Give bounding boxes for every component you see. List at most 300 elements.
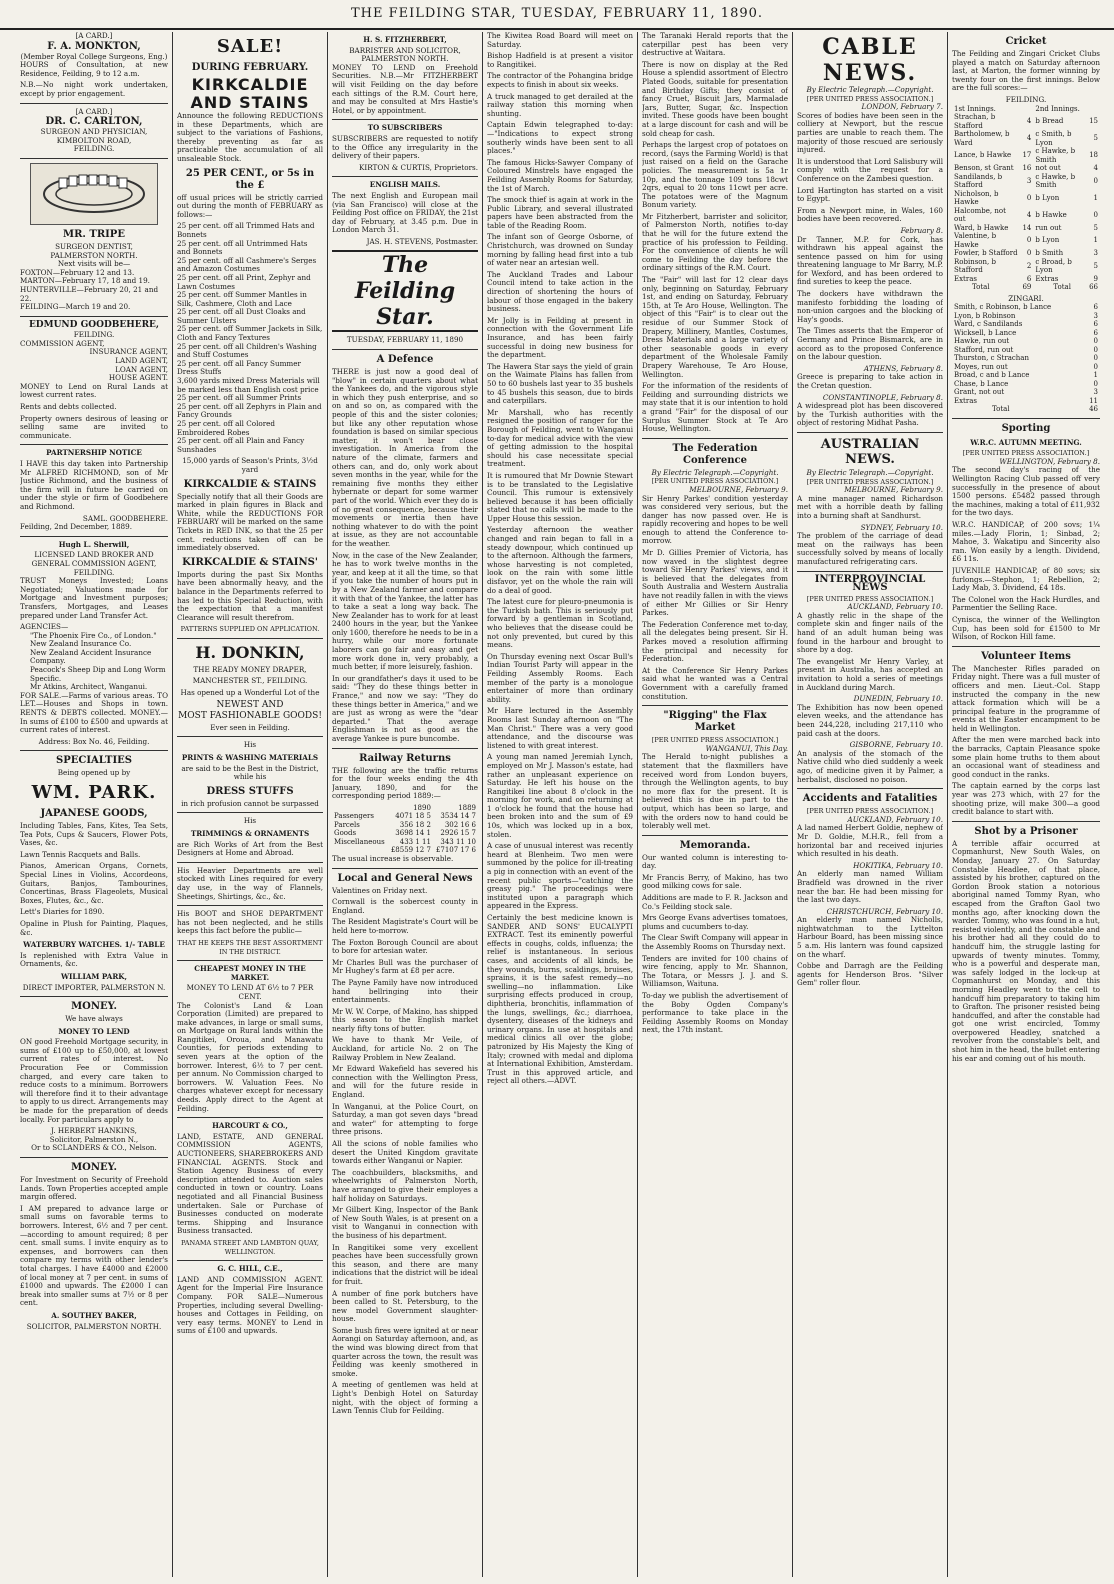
australian-byline: By Electric Telegraph.—Copyright. [806, 467, 934, 477]
carlton-town: FEILDING. [73, 144, 115, 154]
table-cell: b Smith [1035, 249, 1064, 258]
reduction-item: 25 per cent. off all Children's Washing and Stuff Costumes [177, 341, 317, 360]
cricket-heading: Cricket [1005, 36, 1047, 47]
carlton-name: DR. C. CARLTON, [45, 116, 143, 128]
cheapest-money-heading: CHEAPEST MONEY IN THE MARKET. [194, 964, 306, 982]
divider [177, 960, 323, 961]
table-cell: 0 [1026, 236, 1032, 245]
table-row [952, 397, 1100, 406]
mails-signature: JAS. H. STEVENS, Postmaster. [366, 236, 478, 246]
table-row [332, 829, 478, 838]
table-cell: Stafford, run out [954, 345, 1014, 354]
federation-heading: The Federation Conference [672, 442, 758, 466]
wrc-item: W.R.C. HANDICAP, of 200 sovs; 1¼ miles.—Lady Florin, 1; Sinbad, 2; Mahoe, 3. Wakatipu and Sincerity also ran. Won easily by a length. Dividend, £6 11s. [952, 520, 1100, 564]
table-cell: 4 [1026, 134, 1032, 143]
divider [642, 438, 788, 439]
wrc-item: JUVENILE HANDICAP, of 80 sovs; six furlongs.—Stephon, 1; Rebellion, 2; Lady Mab, 3. Dividend, £4 18s. [952, 565, 1100, 593]
interprovincial-dateline: DUNEDIN, February 10. [853, 694, 943, 704]
dentures-icon [39, 170, 149, 218]
news-item: The Kiwitea Road Board will meet on Saturday. [487, 32, 633, 49]
reduction-item: 25 per cent. off all Summer Prints [177, 393, 302, 403]
table-cell: Sandilands, b Stafford [954, 172, 1003, 190]
table-cell: b Bread [1035, 117, 1064, 126]
table-cell: £8559 12 7 [390, 846, 431, 855]
table-cell: 356 18 2 [399, 820, 431, 829]
baker-text: I AM prepared to advance large or small sums on favorable terms to borrowers. Interest, 6½ and 7 per cent.—according to amount required; 8 per cent. small sums. I invite enquiry as to expenses, and borrowers can then compare my terms with other lender's total charges. I have £4000 and £2000 of local money at 7 per cent. in sums of £1000 and upwards. The £2000 I can break into smaller sums at 7½ or 8 per cent. [20, 1203, 168, 1308]
reduction-item: 25 per cent. off all Dust Cloaks and Summer Ulsters [177, 307, 306, 325]
memo-item: Mr Francis Berry, of Makino, has two good milking cows for sale. [642, 872, 788, 891]
table-cell: 5 [1093, 223, 1098, 232]
japanese-goods-heading: JAPANESE GOODS, [40, 808, 148, 819]
table-cell: 18 [1089, 151, 1098, 160]
table-row [952, 283, 1100, 292]
goodbehere-line: HOUSE AGENT. [108, 373, 168, 383]
defence-paragraph: Now, in the case of the New Zealander, he has to work twelve months in the year, and keep at it all the time, so that if you take the number of hours put in by a New Zealand farmer and compare it with that of the Yankee, the latter has to take a seat a long way back. The New Zealander has to work for at least 2400 hours in the year, but the Yankee only 1600, therefore he needs to be in a hurry, while our more fortunate laborers can go fair and easy and get more work done in, very probably, a much better, if more leisurely, fashion. [332, 550, 478, 672]
table-row [952, 207, 1100, 224]
news-item: There is now on display at the Red House a splendid assortment of Electro Plated Goods, suitable for presentation and Birthday Gifts; they consist of fancy Cruet, Biscuit Jars, Marmalade Jars, Butter, Sugar, &c. Inspection invited. These goods have been bought at a large discount for cash and will be sold cheap for cash. [642, 59, 788, 138]
subscribers-heading: TO SUBSCRIBERS [367, 123, 443, 133]
newspaper-flag: The Feilding Star. [332, 250, 478, 332]
table-cell: 0 [1093, 362, 1098, 371]
cable-item: Dr Tanner, M.P. for Cork, has withdrawn his appeal against the sentence passed on him for using threatening language to Mr Barry, M.P. for Wexford, and has been ordered to find sureties to keep the peace. [797, 234, 943, 287]
card-label: [A CARD.] [75, 106, 113, 116]
table-cell: 3 [1093, 388, 1098, 397]
cable-item: The dockers have withdrawn the manifesto forbidding the loading of non-union cargoes and the blocking of Hay's goods. [797, 289, 943, 324]
table-cell: 0 [1026, 193, 1032, 202]
goodbehere-line: INSURANCE AGENT, [89, 347, 168, 357]
news-item: A number of fine pork butchers have been called to St. Petersburg, to the new model Government slaughter-house. [332, 1288, 478, 1324]
table-row [952, 337, 1100, 346]
table-cell: Miscellaneous [334, 837, 385, 846]
zingari-scorecard [952, 303, 1100, 414]
column-rule [327, 32, 328, 1577]
table-cell: 1st Innings. [954, 104, 996, 113]
mails-heading: ENGLISH MAILS. [369, 180, 441, 190]
divider [177, 812, 323, 813]
accidents-dateline: CHRISTCHURCH, February 10. [826, 906, 943, 916]
divider [20, 316, 168, 317]
reduction-item: 25 per cent. off all Cashmere's Serges and Amazon Costumes [177, 255, 317, 274]
tripe-visit-line: Next visits will be— [57, 259, 131, 269]
table-cell: 16 [1022, 164, 1032, 173]
cable-byline: By Electric Telegraph.—Copyright. [806, 85, 934, 94]
column-5 [642, 32, 788, 1577]
shot-text: A terrible affair occurred at Copmanhurst, New South Wales, on Monday, January 27. On Saturday Constable Headlee, of that place, assisted by his brother, captured on the Gordon Brook station a notorious aboriginal named Tommy Ryan, who escaped from the Grafton Gaol two months ago, after knocking down the warder. Tommy, who was found in a hut, resisted violently, and the constable and his brother had all they could do to handcuff him, the struggle lasting for upwards of twenty minutes. Tommy, who is a powerful and desperate man, was safely lodged in the lock-up at Copmanhurst on Monday, and this morning Headley went to the cell to handcuff him preparatory to taking him to Grafton. The prisoner resisted being handcuffed, and after the constable had got one wrist encircled, Tommy overpowered Headley, snatched a revolver from the constable's belt, and shot him in the head, the bullet entering his ear and coming out of his mouth. [952, 838, 1100, 1063]
table-cell: 4 [1026, 210, 1032, 219]
column-rule [482, 32, 483, 1577]
accidents-dateline: AUCKLAND, February 10. [847, 814, 943, 824]
reduction-item: 25 per cent. off all Colored Embroidered Robes [177, 419, 275, 437]
news-item: Cornwall is the sobercest county in England. [332, 897, 478, 915]
table-cell: 1890 [413, 803, 431, 812]
donkin-trimmings: TRIMMINGS & ORNAMENTS [190, 829, 310, 838]
tripe-visit-line: FOXTON—February 12 and 13. [20, 267, 135, 277]
donkin-prints: DRESS STUFFS [206, 785, 294, 797]
accidents-item: Cobbe and Darragh are the Feilding agents for Henderson Bros. "Silver Gem" roller flour. [797, 961, 943, 988]
cable-item: A widespread plot has been discovered by the Turkish authorities with the object of restoring Midhat Pasha. [797, 401, 943, 428]
federation-paragraph: Mr D. Gillies Premier of Victoria, has now waved in the slightest degree toward Sir Henry Parkes' views, and it is believed that the delegates from South Australia and Western Australia have not readily fallen in with the views of either Mr Gillies or Sir Henry Parkes. [642, 548, 788, 618]
table-cell: 5 [1093, 134, 1098, 143]
news-item: The infant son of George Osborne, of Christchurch, was drowned on Sunday morning by falling head first into a tub of water near an artesian well. [487, 232, 633, 268]
railway-note: The usual increase is observable. [332, 853, 454, 863]
table-row [952, 173, 1100, 190]
table-cell: 0 [1093, 210, 1098, 219]
divider [177, 736, 323, 737]
memo-item: To-day we publish the advertisement of the Boby Ogden Company's performance to take place in the Feilding Assembly Rooms on Monday next, the 17th instant. [642, 991, 788, 1035]
table-row [952, 380, 1100, 389]
advertisement-item: Certainly the best medicine known is SANDER AND SONS' EUCALYPTI EXTRACT. Test its eminently powerful effects in coughs, colds, influenza; the relief is instantaneous. In serious cases, and accidents of all kinds, be they wounds, burns, scaldings, bruises, sprains, it is the safest remedy—no swelling—no inflammation. Like surprising effects produced in croup, diphtheria, bronchitis, inflammation of the lungs, swellings, &c.; diarrhoea, dysentery, diseases of the kidneys and urinary organs. In use at hospitals and medical clinics all over the globe; patronized by His Majesty the King of Italy; crowned with medal and diploma at International Exhibition, Amsterdam. Trust in this approved article, and reject all others.—ADVT. [487, 913, 633, 1086]
news-item: The contractor of the Pohangina bridge expects to finish in about six weeks. [487, 71, 633, 89]
season-prints: 15,000 yards of Season's Prints, 3½d yard [182, 456, 318, 474]
news-item: Perhaps the largest crop of potatoes on record, (says the Farming World) is that just raised on a field on the Garache policies. The measurement is 5a 1r 10p, and the tonnage 109 tons 18cwt 2qrs, equal to 20 tons 11cwt per acre. The potatoes were of the Magnum Bonum variety. [642, 140, 788, 210]
cable-item: From a Newport mine, in Wales, 160 bodies have been recovered. [797, 205, 943, 224]
table-row [952, 371, 1100, 380]
table-cell: 46 [1089, 405, 1098, 414]
divider [177, 905, 323, 906]
agency-item: New Zealand Insurance Co. [30, 639, 132, 649]
table-row [952, 224, 1100, 233]
carlton-card [20, 108, 168, 154]
table-cell: 0 [1093, 345, 1098, 354]
shot-heading: Shot by a Prisoner [974, 825, 1078, 837]
money-signature: J. HERBERT HANKINS, [51, 1126, 137, 1136]
column-rule [172, 32, 173, 1577]
news-item: The Payne Family have now introduced hand bellringing into their entertainments. [332, 977, 478, 1005]
column-6 [797, 32, 943, 1577]
table-cell: 6 [1026, 274, 1032, 283]
masthead: THE FEILDING STAR, TUESDAY, FEBRUARY 11, 1890. [0, 0, 1114, 30]
table-row [952, 312, 1100, 321]
cable-item: Scores of bodies have been seen in the colliery at Newport, but the rescue parties are unable to reach them. The majority of those rescued are seriously injured. [797, 110, 943, 155]
agency-item: Peacock's Sheep Dip and Long Worm Specific. [30, 665, 166, 683]
accidents-item: A lad named Herbert Goldie, nephew of Mr D. Goldie, M.H.R., fell from a horizontal bar and received injuries which resulted in his death. [797, 823, 943, 859]
divider [797, 788, 943, 789]
table-row [332, 838, 478, 847]
news-item: Mr Hare lectured in the Assembly Rooms last Sunday afternoon on "The Man Christ." There was a very good attendance, and the discourse was listened to with great interest. [487, 706, 633, 750]
kirkcaldie-intro: Announce the following REDUCTIONS in these Departments, which are subject to the variations of Fashions, thereby preventing as far as practicable the accumulation of all unsaleable Stock. [177, 111, 323, 163]
news-item: Captain Edwin telegraphed to-day:—"Indications to expect strong southerly winds have been sent to all places." [487, 120, 633, 156]
interprovincial-item: A ghastly relic in the shape of the complete skin and finger nails of the hand of an adult human being was found in the harbour and brought to shore by a dog. [797, 610, 943, 655]
wrc-item: Cyniscа, the winner of the Wellington Cup, has been sold for £1500 to Mr Wilson, of Rockon Hill fame. [952, 614, 1100, 642]
news-item: Bishop Hadfield is at present a visitor to Rangitikei. [487, 51, 633, 69]
divider [177, 1260, 323, 1261]
interprovincial-dateline: GISBORNE, February 10. [849, 740, 943, 750]
cheapest-money-sub: MONEY TO LEND AT 6½ to 7 PER CENT. [186, 983, 314, 1001]
table-cell: b Hawke [1035, 210, 1067, 219]
hill-name: G. C. HILL, C.E., [217, 1264, 283, 1274]
table-cell: 2926 15 7 [440, 829, 476, 838]
column-rule [637, 32, 638, 1577]
accidents-item: An elderly man named Nicholls, nightwatchman to the Lyttelton Harbour Board, has been missing since 5 a.m. His lantern was found capsized on the wharf. [797, 915, 943, 959]
news-item: The latest cure for pleuro-pneumonia is the Turkish bath. This is seriously put forward by a gentleman in Scotland, who believes that the disease could be not only prevented, but cured by this means. [487, 597, 633, 650]
table-cell: Lyon, b Robinson [954, 311, 1016, 320]
table-row [952, 329, 1100, 338]
baker-signature: A. SOUTHEY BAKER, [51, 1310, 137, 1320]
defence-paragraph: THERE is just now a good deal of "blow" in certain quarters about what the Yankees do, and the vigorous style in which they push enterprise, and so on and so on, as compared with the people of this and the sister colonies; but like any other reputation whose foundation is based on similar specious matter, it won't bear close investigation. In America from the nature of the climate, farmers and others can, and do, only work about seven months in the year, while for the remaining five months they either hybernate or depart for some warmer part of the world. Which ever they do is of no great consequence, because their movements or inertia then have nothing whatever to do with the point at issue, as they are not accountable for the weather. [332, 367, 478, 548]
interprovincial-item: The Exhibition has now been opened eleven weeks, and the attendance has been 244,228, including 217,110 who paid cash at the doors. [797, 702, 943, 738]
interprovincial-dateline: AUCKLAND, February 10. [847, 602, 943, 612]
flax-heading: "Rigging" the Flax Market [663, 710, 767, 734]
zingari-team-label: ZINGARI. [1008, 293, 1044, 303]
table-cell: Wicksell, b Lance [954, 328, 1017, 337]
news-item: The Taranaki Herald reports that the caterpillar pest has been very destructive at Waitara. [642, 32, 788, 58]
table-cell: Broad, c and b Lance [954, 371, 1030, 380]
table-cell: c Broad, b Lyon [1035, 257, 1072, 275]
column-3 [332, 32, 478, 1577]
divider [177, 1117, 323, 1118]
cable-item: It is understood that Lord Salisbury will comply with the request for a Conference on the Zambesi question. [797, 156, 943, 183]
table-cell: 0 [1093, 337, 1098, 346]
monkton-name: F. A. MONKTON, [47, 40, 141, 52]
column-4 [487, 32, 633, 1577]
fitzherbert-name: H. S. FITZHERBERT, [363, 35, 447, 44]
table-row [952, 190, 1100, 207]
news-item: It is rumoured that Mr Downie Stewart is to be translated to the Legislative Council. This rumour is extensively believed because it has been officially stated that no calls will be made to the Upper House this session. [487, 470, 633, 523]
monkton-hours: HOURS of Consultation, at new Residence, Feilding, 9 to 12 a.m. [20, 60, 168, 78]
table-cell: 14 [1022, 223, 1032, 232]
subscribers-signature: KIRTON & CURTIS, Proprietors. [359, 162, 478, 172]
flax-agency: [PER UNITED PRESS ASSOCIATION.] [651, 736, 779, 745]
news-item: We have to thank Mr Veile, of Auckland, for article No. 2 on The Railway Problem in New Zealand. [332, 1035, 478, 1062]
table-cell: Thurston, c Strachan [954, 354, 1029, 363]
table-cell: 4071 18 5 [395, 812, 431, 821]
news-item: Mr Charles Bull was the purchaser of Mr Hughey's farm at £8 per acre. [332, 957, 478, 976]
fitzherbert-title: BARRISTER AND SOLICITOR, [349, 45, 461, 55]
table-cell: Benson, st Grant [954, 164, 1014, 173]
monkton-note: N.B.—No night work undertaken, except by prior engagement. [20, 80, 168, 98]
carlton-road: KIMBOLTON ROAD, [56, 135, 132, 145]
editorial-dateline: TUESDAY, FEBRUARY 11, 1890 [346, 335, 464, 345]
railway-text: THE following are the traffic returns for the four weeks ending the 4th January, 1890, and for the corresponding period 1889:— [332, 765, 478, 801]
partnership-text: I HAVE this day taken into Partnership Mr ALFRED RICHMOND, son of Mr Justice Richmond, and the business of the firm will in future be carried on under the style or firm of Goodbehere and Richmond. [20, 459, 168, 511]
table-cell: 302 16 6 [444, 820, 476, 829]
divider [797, 432, 943, 433]
park-line: Pianos, American Organs, Cornets, Special Lines in Violins, Accordeons, Guitars, Banjos, Tambourines, Concertinas, Brass Flageolets, Musical Boxes, Flutes, &c., &c. [20, 861, 168, 905]
table-cell: 6 [1093, 320, 1098, 329]
news-item: For the information of the residents of Feilding and surrounding districts we may state that it is our intention to hold a grand "Fair" for the disposal of our Surplus Summer Stock at Te Aro House, Wellington. [642, 381, 788, 434]
wrc-item: The second day's racing of the Wellington Racing Club passed off very successfully in the presence of about 1500 persons. £5482 passed through the machines, making a total of £11,932 for the two days. [952, 465, 1100, 518]
australian-dateline: MELBOURNE, February 9. [844, 485, 943, 495]
donkin-name: H. DONKIN, [195, 642, 305, 662]
partnership-date: Feilding, 2nd December, 1889. [20, 522, 132, 532]
table-row [952, 320, 1100, 329]
park-line: Opaline in Plush for Painting, Plaques, &c. [20, 918, 168, 937]
donkin-prints: in rich profusion cannot be surpassed [181, 798, 319, 808]
harcourt-name: HARCOURT & CO., [212, 1121, 288, 1131]
sherwill-line: LICENSED LAND BROKER AND [34, 550, 154, 560]
news-item: Some bush fires were ignited at or near Aorangi on Saturday afternoon, and, as the wind was blowing direct from that quarter across the town, the result was Feilding was keenly smothered in smoke. [332, 1325, 478, 1378]
reduction-item: 25 per cent. off all Trimmed Hats and Bonnets [177, 221, 315, 239]
goodbehere-line: FEILDING. [73, 330, 115, 340]
kirkcaldie-heading: KIRKCALDIE & STAINS' [182, 556, 318, 568]
table-cell: Parcels [334, 820, 360, 829]
donkin-trimmings: are Rich Works of Art from the Best Designers at Home and Abroad. [177, 839, 323, 858]
table-cell: Bartholomew, b Ward [954, 130, 1010, 147]
news-item: In Wanganui, at the Police Court, on Saturday, a man got seven days "bread and water" for attempting to forge three prisons. [332, 1101, 478, 1137]
table-cell: c Smith, b Lyon [1035, 130, 1072, 147]
table-row [952, 249, 1100, 258]
table-cell: run out [1035, 223, 1062, 232]
table-cell: Total [992, 405, 1010, 414]
table-cell: 0 [1093, 379, 1098, 388]
table-row [952, 164, 1100, 173]
sherwill-sale-text: FOR SALE.—Farms of various areas. TO LET.—Houses and Shops in town. RENTS & DEBTS collected. MONEY.—In sums of £100 to £500 and upwards at current rates of interest. [20, 690, 168, 735]
interprovincial-item: The evangelist Mr Henry Varley, at present in Australia, has accepted an invitation to hold a series of meetings in Auckland during March. [797, 656, 943, 692]
table-row [952, 346, 1100, 355]
news-item: The coachbuilders, blacksmiths, and wheelwrights of Palmerston North, have arranged to give their employes a half holiday on Saturdays. [332, 1167, 478, 1203]
interprovincial-agency: [PER UNITED PRESS ASSOCIATION.] [806, 594, 934, 603]
table-cell: b Lyon [1035, 236, 1060, 245]
interprovincial-heading: INTERPROVINCIAL NEWS [814, 573, 926, 594]
accidents-item: An elderly man named William Bradfield was drowned in the river near the bar. He had been missing for the last two days. [797, 869, 943, 905]
volunteer-item: The Manchester Rifles paraded on Friday night. There was a full muster of officers and men. Lieut.-Col. Stapp instructed the company in the new attack formation which will be a principal feature in the programme of events at the Easter encampment to be held in Wellington. [952, 663, 1100, 733]
park-signature: WILLIAM PARK, [60, 971, 128, 981]
volunteer-heading: Volunteer Items [981, 650, 1071, 662]
table-cell: 2 [1026, 261, 1032, 270]
news-item: A case of unusual interest was recently heard at Blenheim. Two men were summoned by the police for ill-treating a pig in connection with an event of the recent public sports—"catching the greasy pig." The proceedings were instituted upon a paragraph which appeared in the Express. [487, 841, 633, 911]
table-cell: Extras [954, 274, 977, 283]
monkton-card [20, 32, 168, 61]
goodbehere-name: EDMUND GOODBEHERE, [28, 319, 160, 330]
table-cell: 1889 [458, 803, 476, 812]
memo-item: Tenders are invited for 100 chains of wire fencing, apply to Mr. Shannon, The Totara, or Messrs J. J. and S. Williamson, Waituna. [642, 953, 788, 989]
goodbehere-line: LOAN AGENT, [115, 364, 168, 374]
reduction-item: 25 per cent. off all Print, Zephyr and Lawn Costumes [177, 272, 311, 291]
goodbehere-line: LAND AGENT, [115, 356, 168, 366]
card-label: [A CARD.] [75, 32, 113, 40]
reduction-item: 25 per cent. off all Untrimmed Hats and Bonnets [177, 238, 308, 257]
table-cell: 4 [1026, 117, 1032, 126]
flax-dateline: WANGANUI, This Day. [705, 743, 788, 753]
table-cell: Strachan, b Stafford [954, 113, 996, 130]
money-signature: Solicitor, Palmerston N., [49, 1134, 139, 1144]
table-row [952, 388, 1100, 397]
column-1 [20, 32, 168, 1577]
table-cell: Extras [1035, 274, 1059, 283]
donkin-line: MOST FASHIONABLE GOODS! [178, 711, 322, 722]
divider [20, 444, 168, 445]
table-row [952, 363, 1100, 372]
news-item: The Foxton Borough Council are about to bore for artesian water. [332, 937, 478, 956]
memo-item: The Clear Swift Company will appear in the Assembly Rooms on Thursday next. [642, 933, 788, 952]
news-item: Mr Gilbert King, Inspector of the Bank of New South Wales, is at present on a visit to Wanganui in connection with the business of his department. [332, 1205, 478, 1240]
news-item: The Hawera Star says the yield of grain on the Waimate Plains has fallen from 50 to 60 bushels last year to 35 bushels to 45 bushels this season, due to birds and caterpillars. [487, 361, 633, 406]
cable-item: The Times asserts that the Emperor of Germany and Prince Bismarck, are in accord as to the proposed Conference on the labour question. [797, 326, 943, 362]
table-cell: 3 [1093, 311, 1098, 320]
opened-by-line: Being opened up by [57, 768, 131, 778]
kirkcaldie-text: Imports during the past Six Months have been abnormally heavy, and the balance in the Departments referred to has led to this Special Reduction, with the expectation that a manifest Clearance will result therefrom. [177, 569, 323, 622]
table-cell: £7107 17 6 [435, 846, 476, 855]
table-row [332, 804, 478, 813]
divider [952, 646, 1100, 647]
table-cell: Ward, b Hawke [954, 223, 1009, 232]
column-rule [947, 32, 948, 1577]
sale-subheading: DURING FEBRUARY. [191, 62, 309, 73]
federation-agency: [PER UNITED PRESS ASSOCIATION.] [651, 477, 779, 486]
interprovincial-item: An analysis of the stomach of the Native child who died suddenly a week ago, of medicine given it by Palmer, a herbalist, disclosed no poison. [797, 748, 943, 784]
table-cell: Nicholson, b Hawke [954, 189, 999, 207]
australian-item: A mine manager named Richardson met with a horrible death by falling into a burning shaft at Sandhurst. [797, 493, 943, 520]
table-cell: 2nd Innings. [1035, 104, 1080, 113]
table-cell: 1 [1093, 371, 1098, 380]
column-7 [952, 32, 1100, 1577]
divider [332, 119, 478, 120]
park-line: Lawn Tennis Racquets and Balls. [20, 849, 141, 859]
money2-text: For Investment on Security of Freehold Lands. Town Properties accepted ample margin offered. [20, 1175, 168, 1202]
tripe-name: MR. TRIPE [63, 228, 125, 240]
park-line: Lett's Diaries for 1890. [20, 907, 105, 917]
table-cell: 343 11 10 [440, 837, 476, 846]
park-signature-title: DIRECT IMPORTER, PALMERSTON N. [22, 982, 166, 992]
table-cell: 9 [1093, 274, 1098, 283]
australian-item: The problem of the carriage of dead meat on the railways has been successfully solved by means of locally manufactured refrigerating cars. [797, 531, 943, 566]
divider [332, 868, 478, 869]
divider [20, 750, 168, 751]
donkin-prints: are said to be the Best in the District, while his [181, 763, 319, 782]
divider [20, 103, 168, 104]
money-line: MONEY TO LEND [58, 1026, 130, 1036]
table-cell: 17 [1022, 151, 1032, 160]
table-cell: 0 [1093, 354, 1098, 363]
defence-paragraph: In our grandfather's days it used to be said: "They do these things better in France," and now we say: "They do these things better in America," and we are just as wrong as were the "dear departed." That the average Englishman is not as good as the average Yankee is pure buncombe. [332, 673, 478, 743]
money-text: ON good Freehold Mortgage security, in sums of £100 up to £50,000, at lowest current rates of interest. No Procuration Fee or Commission charged, and every care taken to reduce costs to a minimum. Borrowers will therefore find it to their advantage to apply to us direct. Arrangements may be made for the preparation of deeds locally. For particulars apply to [20, 1037, 168, 1124]
reduction-item: 25 per cent. off all Plain and Fancy Sunshades [177, 436, 305, 454]
specialties-heading: SPECIALTIES [56, 755, 132, 767]
wrc-item: The Colonel won the Hack Hurdles, and Parmentier the Selling Race. [952, 594, 1100, 613]
memo-item: Additions are made to F. R. Jackson and Co.'s Feilding stock sale. [642, 893, 788, 911]
table-row [952, 275, 1100, 284]
goodbehere-line: MONEY to Lend on Rural Lands at lowest current rates. [20, 381, 168, 400]
kirkcaldie-text: Specially notify that all their Goods are marked in plain figures in Black and White, while the REDUCTIONS FOR FEBRUARY will be marked on the same Tickets in RED INK, so that the 25 per cent. reductions taken off can be immediately observed. [177, 491, 323, 553]
railway-heading: Railway Returns [359, 752, 451, 764]
money-line: We have always [65, 1014, 123, 1024]
federation-paragraph: The Federation Conference met to-day, all the delegates being present. Sir H. Parkes moved a resolution affirming the principal and necessity for Federation. [642, 619, 788, 664]
page-columns [20, 32, 1100, 1577]
money-signature: Or to SCLANDERS & CO., Nelson. [31, 1143, 157, 1153]
table-cell: 3698 14 1 [395, 829, 431, 838]
news-item: The famous Hicks-Sawyer Company of Coloured Minstrels have engaged the Feilding Assembly Rooms for Saturday, the 1st of March. [487, 157, 633, 193]
sherwill-line: FEILDING. [73, 567, 115, 577]
table-row [952, 405, 1100, 414]
table-cell: 3534 14 7 [440, 812, 476, 821]
table-row [952, 303, 1100, 312]
divider [332, 176, 478, 177]
table-cell: c Hawke, b Smith [1035, 147, 1076, 164]
percent-intro: off usual prices will be strictly carried out during the month of FEBRUARY as follows:— [177, 192, 323, 219]
news-item: Mr Edward Wakefield has severed his connection with the Wellington Press, and will for the future reside in England. [332, 1064, 478, 1100]
table-cell: Lance, b Hawke [954, 151, 1012, 160]
table-cell: Hawke, run out [954, 337, 1010, 346]
money2-heading: MONEY. [71, 1162, 117, 1173]
memoranda-heading: Memoranda. [679, 839, 751, 851]
table-cell [332, 804, 388, 813]
news-item: Mr W. W. Corpe, of Makino, has shipped this season to the English market nearly fifty tons of butter. [332, 1006, 478, 1033]
feilding-scorecard [952, 105, 1100, 292]
donkin-line: THE READY MONEY DRAPER, [193, 664, 307, 674]
table-row [332, 812, 478, 821]
sale-heading: SALE! [216, 36, 284, 57]
tripe-profession: SURGEON DENTIST, [55, 241, 133, 251]
divider [20, 996, 168, 997]
carlton-title: SURGEON AND PHYSICIAN, [40, 127, 148, 137]
table-cell: 5 [1093, 261, 1098, 270]
australian-dateline: SYDNEY, February 10. [860, 522, 943, 532]
park-name: WM. PARK. [31, 782, 157, 803]
agencies-label: AGENCIES— [20, 622, 69, 632]
table-cell: 69 [1022, 283, 1032, 292]
table-cell: Total [972, 283, 990, 292]
table-row [952, 232, 1100, 249]
